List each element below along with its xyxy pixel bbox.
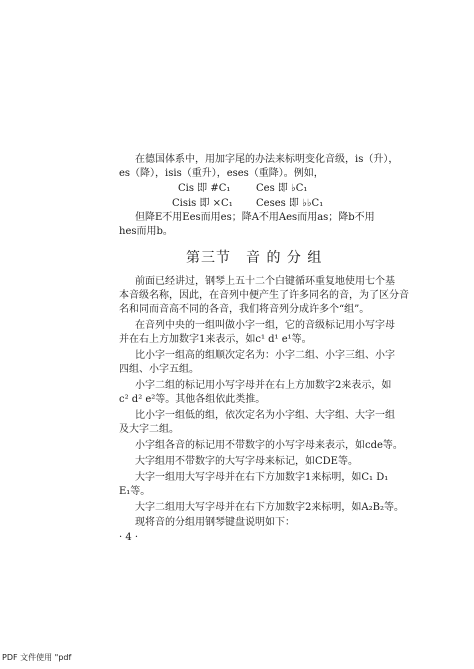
para-higher-groups-line-2: 四组、小字五组。 xyxy=(119,364,199,375)
para-lower-groups-line-2: 及大字二组。 xyxy=(119,424,179,435)
para-great-group: 大字组用不带数字的大写字母来标记，如CDE等。 xyxy=(135,456,358,467)
para-exceptions-line-1: 但降E不用Ees而用es；降A不用Aes而用as；降b不用 xyxy=(135,212,375,223)
para-lower-groups-line-1: 比小字一组低的组，依次定名为小字组、大字组、大字一组 xyxy=(135,410,395,421)
para-higher-groups-line-1: 比小字一组高的组顺次定名为：小字二组、小字三组、小字 xyxy=(135,350,395,361)
example-cisis: Cisis 即 ×C₁ xyxy=(172,198,233,209)
page-number: · 4 · xyxy=(119,532,139,543)
pdf-footer-text: PDF 文件使用 "pdf xyxy=(2,653,72,662)
para-german-system-line-2: es（降），isis（重升），eses（重降）。例如， xyxy=(119,168,324,179)
para-exceptions-line-2: hes而用b。 xyxy=(119,226,173,237)
section-heading: 第三节 音 的 分 组 xyxy=(186,250,323,266)
para-intro-line-3: 名和同而音高不同的各音，我们将音列分成许多个“组”。 xyxy=(119,304,370,315)
para-great-one-line-1: 大字一组用大写字母并在右下方加数字1来标明，如C₁ D₁ xyxy=(135,472,389,483)
para-small-group: 小字组各音的标记用不带数字的小写字母来表示，如cde等。 xyxy=(135,440,403,451)
para-small-one-line-1: 在音列中央的一组叫做小字一组，它的音级标记用小写字母 xyxy=(135,320,395,331)
example-ces: Ces 即 ♭C₁ xyxy=(256,183,308,194)
para-keyboard-intro: 现将音的分组用钢琴键盘说明如下： xyxy=(135,517,295,528)
para-small-two-line-2: c² d² e²等。其他各组依此类推。 xyxy=(119,394,266,405)
example-cis: Cis 即 #C₁ xyxy=(178,183,231,194)
para-great-one-line-2: E₁等。 xyxy=(119,486,151,497)
para-small-two-line-1: 小字二组的标记用小写字母并在右上方加数字2来表示，如 xyxy=(135,380,392,391)
para-intro-line-2: 本音级名称，因此，在音列中便产生了许多同名的音，为了区分音 xyxy=(119,290,409,301)
para-great-two: 大字二组用大写字母并在右下方加数字2来标明，如A₂B₂等。 xyxy=(135,502,404,513)
para-intro-line-1: 前面已经讲过，钢琴上五十二个白键循环重复地使用七个基 xyxy=(135,276,395,287)
example-ceses: Ceses 即 ♭♭C₁ xyxy=(256,198,324,209)
para-german-system-line-1: 在德国体系中，用加字尾的办法来标明变化音级，is（升）， xyxy=(135,154,399,165)
para-small-one-line-2: 并在右上方加数字1来表示，如c¹ d¹ e¹等。 xyxy=(119,334,312,345)
